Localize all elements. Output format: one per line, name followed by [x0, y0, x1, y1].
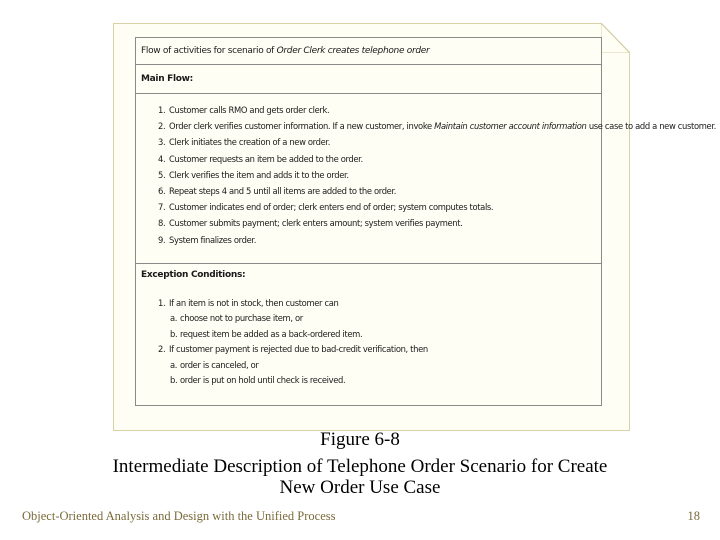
footer-book-title: Object-Oriented Analysis and Design with the Unified Process [22, 509, 336, 523]
exception-text: order is put on hold until check is received. [180, 374, 346, 385]
exception-marker: 1. [158, 298, 166, 308]
exception-subitem [158, 327, 597, 342]
exception-subitem [158, 358, 597, 373]
step-number: 3. [158, 137, 166, 148]
exception-text: If customer payment is rejected due to bad-credit verification, then [169, 344, 428, 355]
step-text: Customer calls RMO and gets order clerk. [169, 105, 330, 115]
main-flow-step [158, 215, 597, 231]
step-number: 8. [158, 218, 166, 229]
exception-item [158, 296, 597, 311]
page-number: 18 [687, 509, 700, 523]
scenario-table [135, 37, 716, 406]
step-text-use-case: Maintain customer account information [434, 121, 587, 132]
exception-item [158, 342, 597, 357]
exception-marker: a. [170, 359, 178, 370]
step-text: Clerk initiates the creation of a new order. [169, 137, 331, 148]
main-flow-step [158, 183, 597, 199]
main-flow-step [158, 102, 597, 118]
exception-marker: a. [170, 313, 178, 324]
main-flow-step [158, 167, 597, 183]
step-number: 7. [158, 202, 166, 213]
step-text: Order clerk verifies customer information. If a new customer, invoke [169, 121, 435, 132]
step-text: System finalizes order. [169, 234, 257, 245]
caption-figure-number: Figure 6-8 [320, 429, 400, 450]
step-text: Repeat steps 4 and 5 until all items are added to the order. [169, 185, 397, 196]
step-number: 1. [158, 105, 166, 115]
scenario-header [136, 38, 601, 65]
page-fold-corner [601, 23, 630, 53]
main-flow-step [158, 151, 597, 167]
caption-title-line2: New Order Use Case [279, 477, 441, 498]
exception-marker: b. [170, 328, 178, 339]
step-number: 9. [158, 234, 166, 245]
step-text-tail: use case to add a new customer. [586, 121, 716, 132]
scenario-header-prefix: Flow of activities for scenario of [141, 46, 277, 56]
step-number: 5. [158, 169, 166, 180]
main-flow-step [158, 118, 716, 134]
exception-title: Exception Conditions: [141, 270, 246, 280]
caption-title-line1: Intermediate Description of Telephone Order Scenario for Create [112, 456, 608, 477]
main-flow-title: Main Flow: [141, 74, 193, 84]
step-text: Customer submits payment; clerk enters amount; system verifies payment. [169, 218, 463, 229]
exception-text: choose not to purchase item, or [180, 313, 303, 324]
main-flow-steps [158, 102, 716, 248]
exception-marker: b. [170, 374, 178, 385]
main-flow-section [136, 65, 716, 264]
step-text: Customer indicates end of order; clerk enters end of order; system computes totals. [169, 202, 494, 213]
step-text: Clerk verifies the item and adds it to the order. [169, 169, 349, 180]
main-flow-step [158, 134, 597, 150]
main-flow-divider [136, 93, 601, 94]
scenario-header-name: Order Clerk creates telephone order [276, 46, 430, 56]
exception-text: If an item is not in stock, then customer can [169, 298, 339, 308]
main-flow-step [158, 199, 597, 215]
step-number: 6. [158, 185, 166, 196]
exception-marker: 2. [158, 344, 166, 355]
main-flow-step [158, 232, 597, 248]
exception-section [136, 264, 601, 404]
step-number: 4. [158, 153, 166, 164]
exception-list [158, 296, 597, 388]
step-number: 2. [158, 121, 166, 132]
exception-subitem [158, 311, 597, 326]
exception-text: order is canceled, or [180, 359, 259, 370]
exception-text: request item be added as a back-ordered item. [180, 328, 363, 339]
step-text: Customer requests an item be added to the order. [169, 153, 363, 164]
exception-subitem [158, 373, 597, 388]
